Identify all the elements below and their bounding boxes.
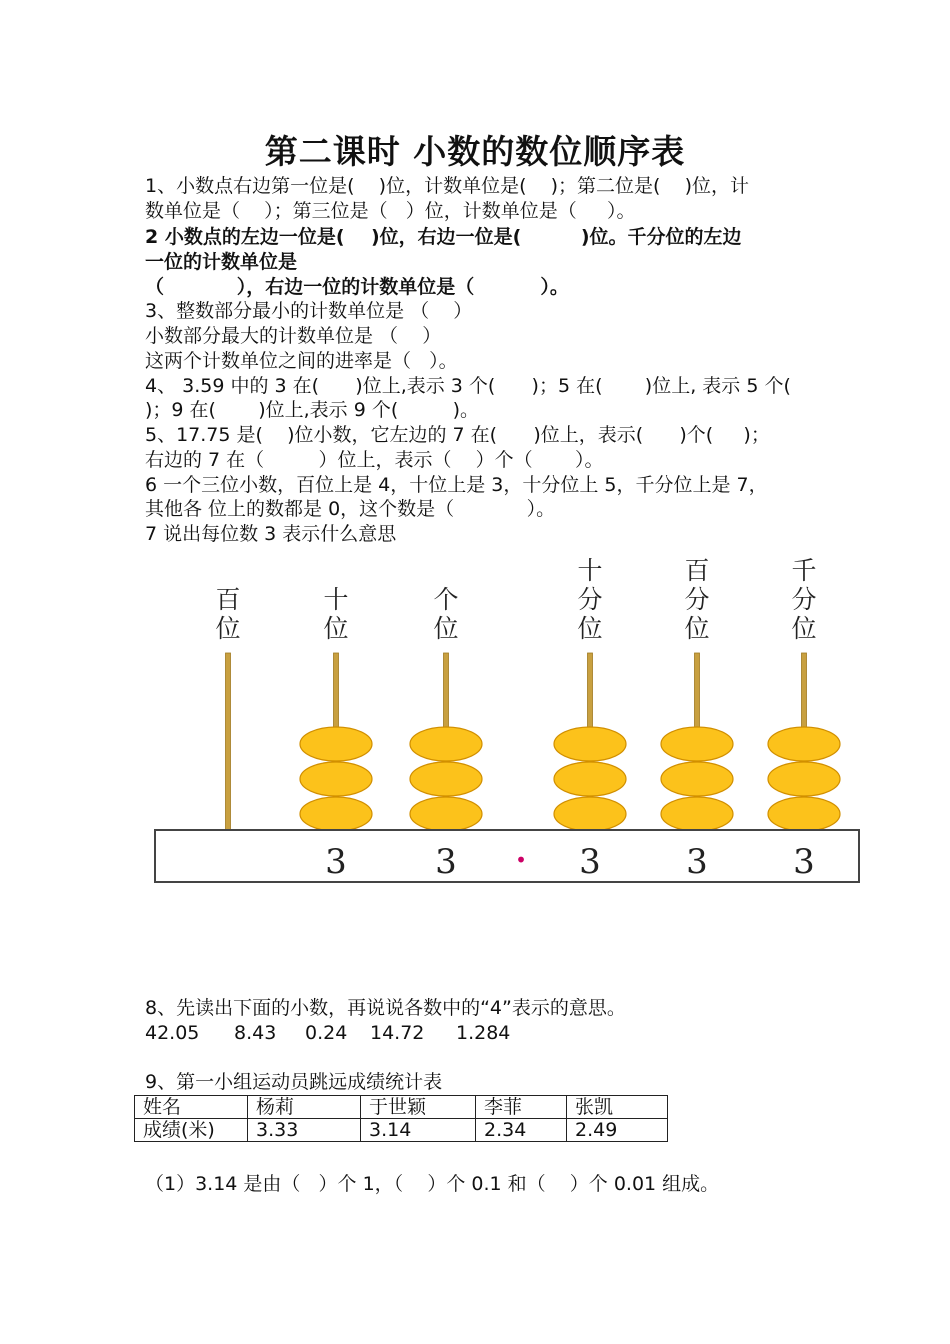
abacus-digit: 3 <box>435 842 457 882</box>
abacus-digit: 3 <box>325 842 347 882</box>
table-cell: 于世颖 <box>361 1096 476 1119</box>
table-cell: 2.49 <box>567 1119 668 1142</box>
abacus-bead <box>661 762 733 796</box>
q7-line: 7 说出每位数 3 表示什么意思 <box>145 523 397 545</box>
q1-line-2: 数单位是（ ）；第三位是（ ）位，计数单位是（ ）。 <box>145 200 636 222</box>
abacus-label-char: 十 <box>577 556 603 585</box>
abacus-bead <box>554 762 626 796</box>
abacus-bead <box>768 797 840 831</box>
table-cell: 姓名 <box>135 1096 248 1119</box>
abacus-bead <box>300 797 372 831</box>
q2-line-1: 2 小数点的左边一位是( )位，右边一位是( )位。千分位的左边 <box>145 226 742 248</box>
q8-number: 42.05 <box>145 1022 200 1044</box>
q3-line-3: 这两个计数单位之间的进率是（ ）。 <box>145 350 458 372</box>
abacus-label-char: 位 <box>323 614 349 643</box>
abacus-label-char: 位 <box>577 614 603 643</box>
page-title: 第二课时 小数的数位顺序表 <box>264 132 686 171</box>
abacus-bead <box>661 797 733 831</box>
q8-number: 0.24 <box>305 1022 348 1044</box>
abacus-label-char: 分 <box>791 585 817 614</box>
abacus-bead <box>768 727 840 761</box>
q8-number: 1.284 <box>456 1022 511 1044</box>
abacus-digit: 3 <box>793 842 815 882</box>
table-cell: 3.33 <box>248 1119 361 1142</box>
abacus-bead <box>554 797 626 831</box>
table-cell: 3.14 <box>361 1119 476 1142</box>
q2-line-3: （ ），右边一位的计数单位是（ ）。 <box>145 276 569 298</box>
q9-sub-question-1: （1）3.14 是由（ ）个 1，（ ）个 0.1 和（ ）个 0.01 组成。 <box>145 1173 720 1195</box>
abacus-label-char: 个 <box>433 585 459 614</box>
abacus-digit: 3 <box>579 842 601 882</box>
abacus-bead <box>554 727 626 761</box>
abacus-column-labels <box>215 556 816 643</box>
q6-line-2: 其他各 位上的数都是 0，这个数是（ ）。 <box>145 498 556 520</box>
q4-line-1: 4、 3.59 中的 3 在( )位上,表示 3 个( )；5 在( )位上, 表示 5 个( <box>145 375 791 397</box>
abacus-diagram <box>140 555 870 890</box>
abacus-bead <box>300 762 372 796</box>
q8-text: 8、先读出下面的小数，再说说各数中的“4”表示的意思。 <box>145 997 626 1019</box>
q5-line-2: 右边的 7 在（ ）位上，表示（ ）个（ ）。 <box>145 449 604 471</box>
decimal-point: • <box>515 848 527 872</box>
abacus-base-frame <box>155 830 859 882</box>
abacus-label-char: 位 <box>215 614 241 643</box>
table-row <box>135 1119 668 1142</box>
q2-line-2: 一位的计数单位是 <box>145 251 298 273</box>
table-cell: 2.34 <box>476 1119 567 1142</box>
abacus-bead <box>410 797 482 831</box>
abacus-label-char: 千 <box>791 556 817 585</box>
abacus-label-char: 分 <box>684 585 710 614</box>
table-cell: 杨莉 <box>248 1096 361 1119</box>
table-cell: 张凯 <box>567 1096 668 1119</box>
q4-line-2: )；9 在( )位上,表示 9 个( )。 <box>145 399 480 421</box>
abacus-label-char: 百 <box>215 585 241 614</box>
abacus-label-char: 十 <box>323 585 349 614</box>
score-table <box>134 1095 668 1142</box>
q6-line-1: 6 一个三位小数，百位上是 4，十位上是 3，十分位上 5，千分位上是 7， <box>145 474 768 496</box>
abacus-bead <box>661 727 733 761</box>
table-cell: 成绩(米) <box>135 1119 248 1142</box>
q3-line-1: 3、整数部分最小的计数单位是 （ ） <box>145 300 473 322</box>
q9-title: 9、第一小组运动员跳远成绩统计表 <box>145 1071 443 1093</box>
abacus-label-char: 分 <box>577 585 603 614</box>
abacus-label-char: 百 <box>684 556 710 585</box>
abacus-digit: 3 <box>686 842 708 882</box>
abacus-label-char: 位 <box>791 614 817 643</box>
abacus-label-char: 位 <box>684 614 710 643</box>
q8-number: 14.72 <box>370 1022 425 1044</box>
q1-line-1: 1、小数点右边第一位是( )位，计数单位是( )；第二位是( )位，计 <box>145 175 750 197</box>
q3-line-2: 小数部分最大的计数单位是 （ ） <box>145 325 442 347</box>
abacus-beads <box>300 727 840 831</box>
table-cell: 李菲 <box>476 1096 567 1119</box>
abacus-bead <box>410 727 482 761</box>
q8-number: 8.43 <box>234 1022 277 1044</box>
abacus-label-char: 位 <box>433 614 459 643</box>
abacus-bead <box>768 762 840 796</box>
abacus-bead <box>300 727 372 761</box>
abacus-bead <box>410 762 482 796</box>
abacus-rod <box>226 653 231 831</box>
q5-line-1: 5、17.75 是( )位小数，它左边的 7 在( )位上，表示( )个( )； <box>145 424 770 446</box>
table-row <box>135 1096 668 1119</box>
